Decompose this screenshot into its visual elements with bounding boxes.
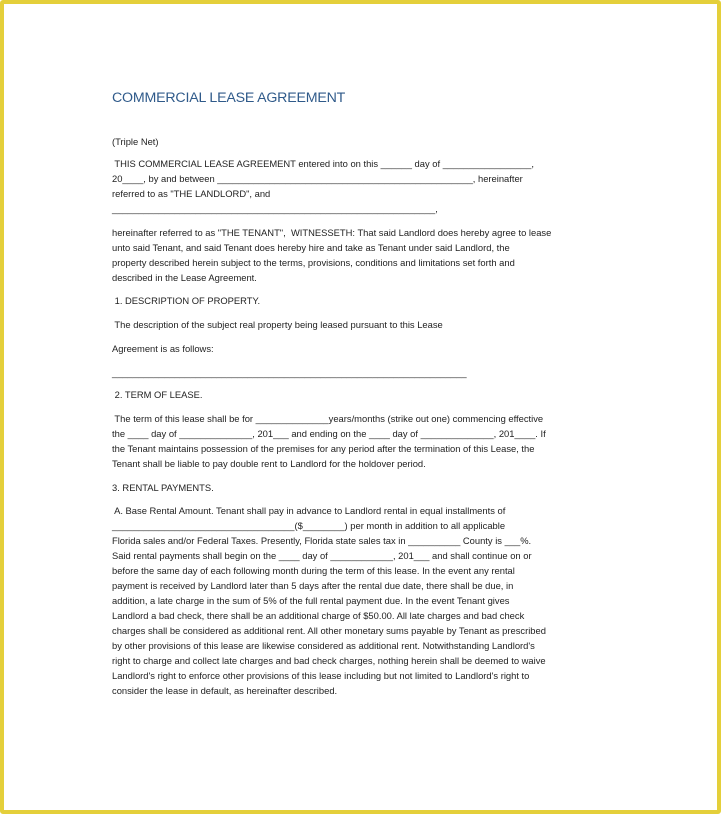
rental-line: by other provisions of this lease are likewise considered as additional rent. Notwithstanding Landlord's — [112, 640, 535, 651]
rental-line: Landlord's right to enforce other provisions of this lease including but not limited to Landlord's right to — [112, 670, 530, 681]
section-heading-property: 1. DESCRIPTION OF PROPERTY. — [112, 295, 261, 306]
property-blank-line: ____________________________________________________________________ — [112, 367, 467, 378]
intro-line: unto said Tenant, and said Tenant does hereby hire and take as Tenant under said Landlord, the — [112, 242, 510, 253]
rental-line: Florida sales and/or Federal Taxes. Presently, Florida state sales tax in __________ County is ___%. — [112, 535, 532, 546]
rental-line: Said rental payments shall begin on the ____ day of ____________, 201___ and shall continue on or — [112, 550, 532, 561]
rental-line: consider the lease in default, as hereinafter described. — [112, 685, 338, 696]
rental-line: ___________________________________($________) per month in addition to all applicable — [112, 520, 506, 531]
rental-paragraph — [112, 503, 546, 698]
term-line: Tenant shall be liable to pay double rent to Landlord for the holdover period. — [112, 458, 426, 469]
intro-line: described in the Lease Agreement. — [112, 272, 257, 283]
rental-line: A. Base Rental Amount. Tenant shall pay in advance to Landlord rental in equal installments of — [112, 505, 506, 516]
property-line: The description of the subject real property being leased pursuant to this Lease — [112, 319, 443, 330]
intro-line: hereinafter referred to as "THE TENANT", WITNESSETH: That said Landlord does hereby agree to lease — [112, 227, 552, 238]
rental-line: right to charge and collect late charges and bad check charges, nothing herein shall be deemed to waive — [112, 655, 546, 666]
document-subtitle: (Triple Net) — [112, 136, 159, 147]
term-line: The term of this lease shall be for ______________years/months (strike out one) commencing effective — [112, 413, 544, 424]
rental-line: Landlord a bad check, there shall be an additional charge of $50.00. All late charges and bad check — [112, 610, 525, 621]
intro-line: THIS COMMERCIAL LEASE AGREEMENT entered into on this ______ day of _________________, — [112, 158, 534, 169]
rental-line: payment is received by Landlord later than 5 days after the rental due date, there shall be due, in — [112, 580, 514, 591]
intro-line: referred to as "THE LANDLORD", and — [112, 188, 271, 199]
term-line: the Tenant maintains possession of the premises for any period after the termination of this Lease, the — [112, 443, 535, 454]
document-title: COMMERCIAL LEASE AGREEMENT — [112, 90, 346, 106]
rental-line: addition, a late charge in the sum of 5% of the full rental payment due. In the event Tenant gives — [112, 595, 510, 606]
intro-line: 20____, by and between _________________________________________________, hereinafter — [112, 173, 523, 184]
section-heading-rental: 3. RENTAL PAYMENTS. — [112, 482, 214, 493]
rental-line: charges shall be considered as additional rent. All other monetary sums payable by Tenant as prescribed — [112, 625, 546, 636]
term-line: the ____ day of ______________, 201___ and ending on the ____ day of ______________, 201____. If — [112, 428, 546, 439]
rental-line: before the same day of each following month during the term of this lease. In the event any rental — [112, 565, 515, 576]
section-heading-term: 2. TERM OF LEASE. — [112, 389, 203, 400]
intro-line: property described herein subject to the terms, provisions, conditions and limitations set forth and — [112, 257, 515, 268]
intro-blank-line: ______________________________________________________________, — [112, 203, 438, 214]
property-line: Agreement is as follows: — [112, 343, 214, 354]
